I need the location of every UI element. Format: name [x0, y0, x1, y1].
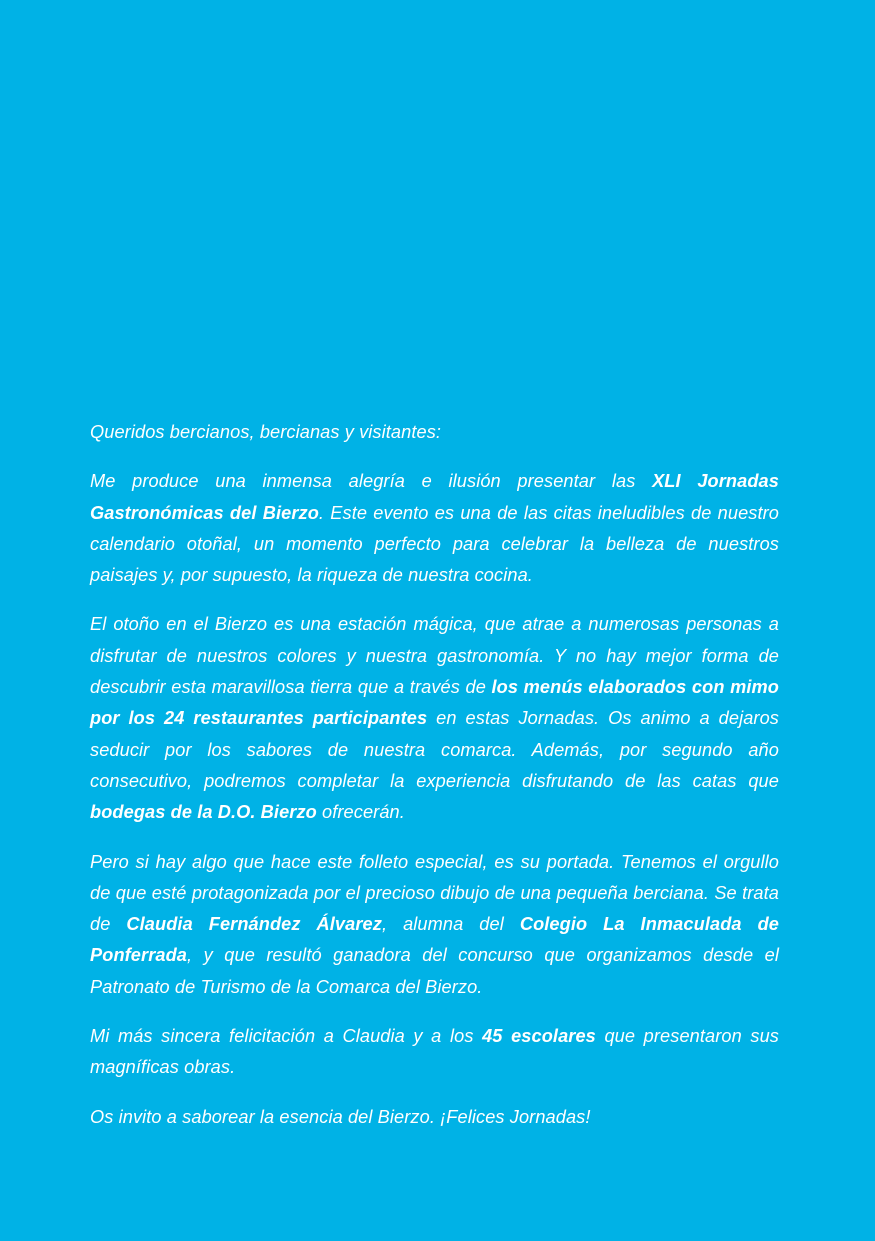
- wineries-highlight: bodegas de la D.O. Bierzo: [90, 802, 317, 823]
- paragraph-autumn-text-3: ofrecerán.: [316, 802, 405, 823]
- paragraph-cover-text-2: , alumna del: [381, 914, 520, 935]
- paragraph-autumn-text-2: en estas Jornadas. Os animo a dejaros seducir por los sabores de nuestra comarca. Además, por segundo año consecutivo, podremos completar la experiencia disfrutando de las catas que: [90, 708, 779, 791]
- paragraph-congrats-text-1: Mi más sincera felicitación a Claudia y a los: [90, 1026, 483, 1047]
- jornadas-title: XLI Jornadas Gastronómicas del Bierzo: [90, 471, 779, 523]
- paragraph-intro-text-1: Me produce una inmensa alegría e ilusión presentar las: [90, 471, 653, 492]
- paragraph-autumn: [90, 609, 779, 828]
- paragraph-congrats-text-2: que presentaron sus magníficas obras.: [90, 1026, 779, 1078]
- closing-line: Os invito a saborear la esencia del Bierzo. ¡Felices Jornadas!: [90, 1106, 591, 1127]
- students-count: 45 escolares: [482, 1026, 596, 1047]
- greeting: Queridos bercianos, bercianas y visitantes:: [90, 422, 442, 442]
- paragraph-cover-text-1: Pero si hay algo que hace este folleto especial, es su portada. Tenemos el orgullo de que esté protagonizada por el precioso dibujo de una pequeña berciana. Se trata de: [90, 851, 779, 935]
- winner-name: Claudia Fernández Álvarez: [126, 914, 382, 935]
- letter-body: [90, 417, 779, 1133]
- paragraph-autumn-text-1: El otoño en el Bierzo es una estación mágica, que atrae a numerosas personas a disfrutar de nuestros colores y nuestra gastronomía. Y no hay mejor forma de descubrir esta maravillosa tierra que a través de: [90, 614, 779, 698]
- paragraph-congrats: [90, 1021, 779, 1084]
- paragraph-intro-text-2: . Este evento es una de las citas ineludibles de nuestro calendario otoñal, un momento perfecto para celebrar la belleza de nuestros paisajes y, por supuesto, la riqueza de nuestra cocina.: [90, 502, 779, 586]
- paragraph-cover-text-3: , y que resultó ganadora del concurso que organizamos desde el Patronato de Turismo de la Comarca del Bierzo.: [90, 945, 779, 997]
- paragraph-intro: [90, 466, 779, 591]
- school-name: Colegio La Inmaculada de Ponferrada: [90, 914, 779, 966]
- restaurants-highlight: los menús elaborados con mimo por los 24 restaurantes participantes: [90, 677, 779, 729]
- paragraph-cover: [90, 847, 779, 1003]
